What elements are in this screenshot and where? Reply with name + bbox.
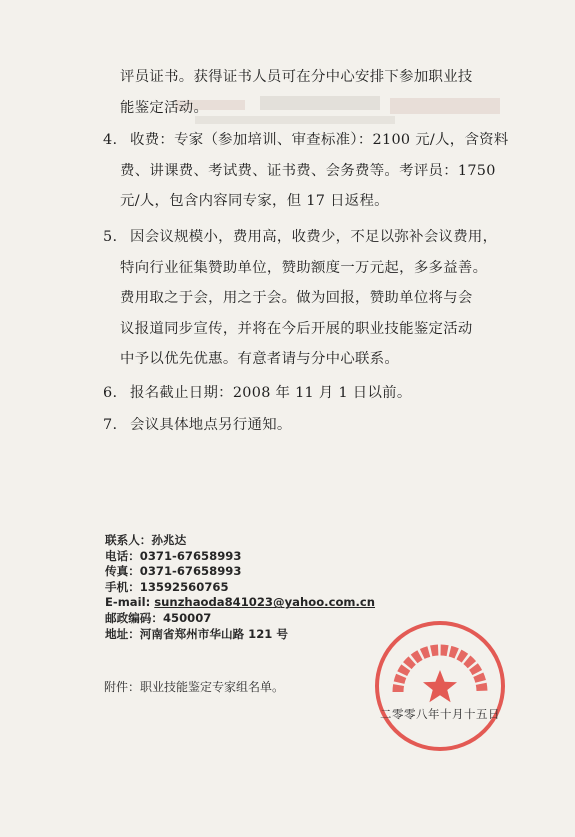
text-line: 议报道同步宣传，并将在今后开展的职业技能鉴定活动 (120, 320, 473, 337)
contact-address: 地址：河南省郑州市华山路 121 号 (105, 626, 288, 641)
text-line: 特向行业征集赞助单位，赞助额度一万元起，多多益善。 (120, 259, 488, 276)
text-line: 元/人，包含内容同专家，但 17 日返程。 (120, 193, 389, 209)
contact-email-row (105, 595, 375, 611)
contact-fax: 传真：0371-67658993 (105, 564, 242, 579)
item-number: 4. (103, 132, 118, 148)
item-number: 6. (103, 385, 118, 401)
item-number: 7. (103, 417, 118, 433)
item-5-sponsorship (103, 222, 510, 375)
email-link[interactable]: sunzhaoda841023@yahoo.com.cn (154, 595, 376, 610)
attachment-note: 附件：职业技能鉴定专家组名单。 (104, 680, 285, 694)
contact-postcode: 邮政编码：450007 (105, 610, 212, 625)
contact-block (105, 533, 375, 642)
text-line: 费用取之于会，用之于会。做为回报，赞助单位将与会 (120, 290, 473, 306)
official-seal (372, 618, 508, 754)
contact-person: 联系人：孙兆达 (105, 533, 187, 547)
text-line: 费、讲课费、考试费、证书费、会务费等。考评员：1750 (120, 162, 496, 179)
contact-phone: 电话：0371-67658993 (105, 548, 242, 563)
star-icon (423, 670, 457, 702)
item-6-deadline (103, 378, 510, 409)
item-4-fees (103, 125, 510, 217)
item-continuation (120, 62, 510, 123)
text-line: 会议具体地点另行通知。 (130, 417, 292, 433)
item-number: 5. (103, 229, 118, 245)
text-line: 能鉴定活动。 (120, 99, 209, 116)
contact-mobile: 手机：13592560765 (105, 579, 229, 594)
text-line: 中予以优先优惠。有意者请与分中心联系。 (120, 351, 400, 367)
email-label: E-mail: (105, 595, 151, 610)
text-line: 收费：专家（参加培训、审查标准）：2100 元/人，含资料 (130, 132, 509, 148)
text-line: 因会议规模小，费用高，收费少，不足以弥补会议费用， (130, 229, 498, 245)
text-line: 报名截止日期：2008 年 11 月 1 日以前。 (130, 385, 412, 401)
text-line: 评员证书。获得证书人员可在分中心安排下参加职业技 (120, 69, 473, 85)
document-date: 二零零八年十月十五日 (380, 707, 500, 721)
item-7-venue (103, 410, 510, 441)
